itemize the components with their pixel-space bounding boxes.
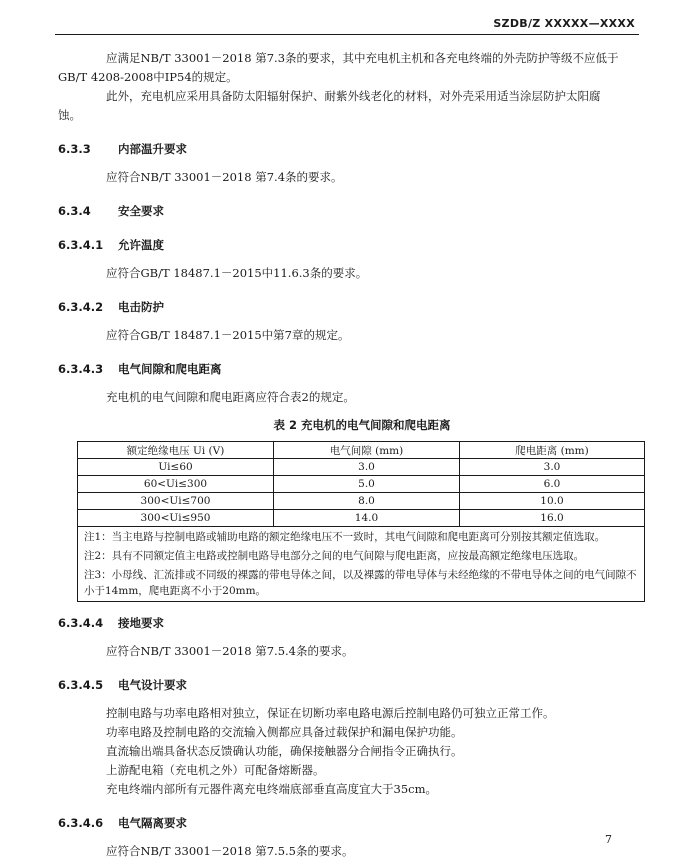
table-cell: 300<Ui≤950 — [78, 510, 274, 527]
intro-paragraph-2 — [58, 87, 642, 125]
table-cell: Ui≤60 — [78, 459, 274, 476]
column-header: 电气间隙 (mm) — [274, 442, 460, 459]
table-cell: 16.0 — [460, 510, 645, 527]
section-number: 6.3.4.1 — [58, 238, 104, 252]
table-cell: 3.0 — [460, 459, 645, 476]
section-number: 6.3.4.5 — [58, 678, 104, 692]
document-code: SZDB/Z XXXXX—XXXX — [493, 17, 635, 30]
section-number: 6.3.4.4 — [58, 616, 104, 630]
table-header-row — [78, 442, 645, 459]
section-number: 6.3.4.3 — [58, 362, 104, 376]
table-caption: 表 2 充电机的电气间隙和爬电距离 — [273, 418, 451, 432]
section-heading — [58, 236, 642, 255]
table-note: 注3：小母线、汇流排或不同级的裸露的带电导体之间，以及裸露的带电导体与未经绝缘的不带电导体之间的电气间隙不小于14mm，爬电距离不小于20mm。 — [84, 569, 637, 597]
page-content — [58, 47, 642, 859]
section-title: 允许温度 — [118, 238, 165, 252]
table-notes — [78, 527, 645, 602]
section-heading — [58, 298, 642, 317]
section-heading — [58, 614, 642, 633]
section-number: 6.3.4.2 — [58, 300, 104, 314]
column-header: 额定绝缘电压 Ui (V) — [78, 442, 274, 459]
table-row — [78, 510, 645, 527]
section-body: 充电机的电气间隙和爬电距离应符合表2的规定。 — [106, 390, 355, 404]
section-title: 内部温升要求 — [118, 142, 188, 156]
text-line: 此外，充电机应采用具备防太阳辐射保护、耐紫外线老化的材料，对外壳采用适当涂层防护太阳腐 — [106, 89, 601, 103]
text-line: GB/T 4208-2008中IP54的规定。 — [58, 70, 238, 84]
table-row — [78, 459, 645, 476]
section-body: 应符合NB/T 33001－2018 第7.5.4条的要求。 — [106, 644, 354, 658]
page-number: 7 — [605, 833, 612, 846]
column-header: 爬电距离 (mm) — [460, 442, 645, 459]
section-title: 接地要求 — [118, 616, 165, 630]
table-cell: 5.0 — [274, 476, 460, 493]
section-title: 电气设计要求 — [118, 678, 188, 692]
section-number: 6.3.4 — [58, 204, 91, 218]
text-line: 控制电路与功率电路相对独立，保证在切断功率电路电源后控制电路仍可独立正常工作。 — [106, 706, 555, 720]
section-heading — [58, 814, 642, 833]
text-line: 上游配电箱（充电机之外）可配备熔断器。 — [106, 763, 325, 777]
section-body: 应符合GB/T 18487.1－2015中第7章的规定。 — [106, 328, 350, 342]
table-notes-row — [78, 527, 645, 602]
section-heading — [58, 676, 642, 695]
page-header — [55, 13, 639, 35]
section-heading — [58, 202, 642, 221]
section-title: 电气间隙和爬电距离 — [118, 362, 222, 376]
table-cell: 60<Ui≤300 — [78, 476, 274, 493]
section-title: 电击防护 — [118, 300, 165, 314]
section-heading — [58, 360, 642, 379]
table-cell: 8.0 — [274, 493, 460, 510]
table-row — [78, 493, 645, 510]
table-note: 注2：具有不同额定值主电路或控制电路导电部分之间的电气间隙与爬电距离，应按最高额定绝缘电压选取。 — [84, 550, 585, 562]
section-title: 安全要求 — [118, 204, 165, 218]
section-title: 电气隔离要求 — [118, 816, 188, 830]
section-number: 6.3.4.6 — [58, 816, 104, 830]
text-line: 直流输出端具备状态反馈确认功能，确保接触器分合闸指令正确执行。 — [106, 744, 463, 758]
section-body: 应符合NB/T 33001－2018 第7.5.5条的要求。 — [106, 844, 354, 858]
section-number: 6.3.3 — [58, 142, 91, 156]
section-body — [82, 704, 642, 799]
text-line: 充电终端内部所有元器件离充电终端底部垂直高度宜大于35cm。 — [106, 782, 437, 796]
table-row — [78, 476, 645, 493]
clearance-table — [77, 441, 645, 602]
intro-paragraph-1 — [58, 49, 642, 87]
text-line: 蚀。 — [58, 108, 81, 122]
section-body: 应符合NB/T 33001－2018 第7.4条的要求。 — [106, 170, 343, 184]
table-note: 注1：当主电路与控制电路或辅助电路的额定绝缘电压不一致时，其电气间隙和爬电距离可分别按其额定值选取。 — [84, 531, 606, 543]
text-line: 应满足NB/T 33001－2018 第7.3条的要求，其中充电机主机和各充电终端的外壳防护等级不应低于 — [106, 51, 619, 65]
table-cell: 6.0 — [460, 476, 645, 493]
table-cell: 10.0 — [460, 493, 645, 510]
section-body: 应符合GB/T 18487.1－2015中11.6.3条的要求。 — [106, 266, 368, 280]
table-cell: 300<Ui≤700 — [78, 493, 274, 510]
text-line: 功率电路及控制电路的交流输入侧都应具备过载保护和漏电保护功能。 — [106, 725, 463, 739]
table-cell: 14.0 — [274, 510, 460, 527]
section-heading — [58, 140, 642, 159]
table-cell: 3.0 — [274, 459, 460, 476]
